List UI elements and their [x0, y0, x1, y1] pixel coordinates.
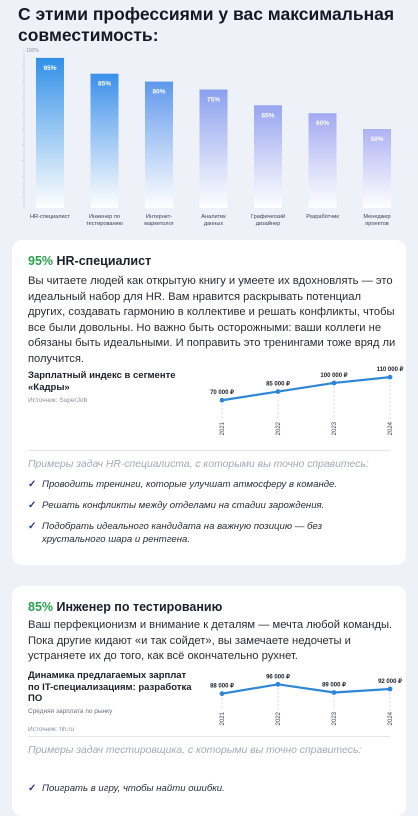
- data-label: 100 000 ₽: [320, 372, 348, 379]
- task-item: ✓ Поиграть в игру, чтобы найти ошибки.: [28, 783, 225, 794]
- y-tick-label: 100%: [26, 48, 39, 54]
- match-percent: 85%: [28, 600, 54, 614]
- data-point: [220, 398, 225, 403]
- x-tick-label: проектов: [365, 221, 389, 227]
- x-tick-label: 2023: [332, 422, 338, 436]
- check-icon: ✓: [28, 521, 37, 532]
- check-icon: ✓: [28, 500, 37, 511]
- x-tick-label: Аналитик: [201, 214, 226, 220]
- profession-name: HR-специалист: [53, 254, 152, 268]
- x-tick-label: 2021: [220, 422, 226, 436]
- card-description: Вы читаете людей как открытую книгу и умеете их вдохновлять — это идеальный набор для HR. Вам нравится раскрывать потенциал других, создавать гармонию в коллективе и решать конфликты, чтобы все были довольны. Но важно быть осторожными: ваши коллеги не обязаны быть идеальными. И поправить это тренингами тоже вряд ли получится.: [28, 275, 396, 365]
- task-item: ✓ Проводить тренинги, которые улучшат атмосферу в команде.: [28, 479, 338, 490]
- card-title: [28, 600, 222, 614]
- x-tick-label: 2022: [276, 422, 282, 436]
- bar-value-label: 75%: [206, 96, 221, 104]
- bar-value-label: 65%: [261, 112, 275, 120]
- x-tick-label: 2022: [276, 712, 282, 726]
- task-item: ✓ Решать конфликты между отделами на стадии зарождения.: [28, 500, 325, 511]
- data-point: [276, 389, 281, 394]
- x-tick-label: данных: [203, 221, 224, 227]
- x-tick-label: Графический: [250, 214, 286, 220]
- data-point: [332, 690, 337, 695]
- salary-line-chart: [188, 362, 404, 442]
- data-label: 110 000 ₽: [376, 367, 404, 374]
- x-tick-label: дизайнер: [255, 221, 281, 227]
- data-label: 88 000 ₽: [210, 683, 234, 690]
- bar-chart-svg: [0, 42, 418, 238]
- data-point: [332, 381, 337, 386]
- bar: [254, 105, 282, 208]
- salary-line: [222, 377, 390, 400]
- bar: [145, 82, 173, 208]
- bar: [91, 74, 119, 208]
- examples-heading: Примеры задач тестировщика, с которыми вы точно справитесь:: [28, 745, 362, 756]
- bar: [309, 113, 337, 208]
- match-percent: 95%: [28, 254, 54, 268]
- compatibility-bar-chart: [0, 42, 418, 238]
- card-title: [28, 254, 151, 268]
- x-tick-label: Менеджер: [363, 214, 391, 220]
- data-label: 96 000 ₽: [266, 674, 290, 681]
- data-label: 89 000 ₽: [322, 682, 346, 689]
- bar-value-label: 85%: [97, 80, 112, 88]
- x-tick-label: 2024: [388, 422, 394, 436]
- x-tick-label: 2024: [388, 712, 394, 726]
- bar-value-label: 60%: [315, 120, 330, 128]
- salary-line-chart: [188, 668, 402, 732]
- examples-heading: Примеры задач HR-специалиста, с которыми вы точно справитесь:: [28, 459, 369, 470]
- bar: [200, 90, 228, 209]
- salary-source: Источник: SuperJob: [28, 397, 88, 404]
- profession-name: Инженер по тестированию: [53, 600, 223, 614]
- x-tick-label: HR-специалист: [29, 214, 71, 220]
- divider: [28, 450, 390, 451]
- bar-value-label: 50%: [370, 136, 384, 143]
- x-tick-label: Инженер по: [89, 214, 120, 220]
- data-label: 70 000 ₽: [210, 390, 234, 397]
- x-tick-label: тестированию: [86, 221, 123, 227]
- card-description: Ваш перфекционизм и внимание к деталям — мечта любой команды. Пока другие кидают «и так сойдет», вы замечаете недочеты и устраняете их до того, как всё окончательно рухнет.: [28, 619, 393, 662]
- salary-subtitle: Средняя зарплата по рынку: [28, 708, 113, 715]
- page-headline: С этими профессиями у вас максимальная совместимость:: [18, 4, 395, 45]
- x-tick-label: 2021: [220, 712, 226, 726]
- data-point: [220, 691, 225, 696]
- salary-title: Зарплатный индекс в сегменте «Кадры»: [28, 370, 176, 393]
- data-label: 92 000 ₽: [378, 679, 402, 685]
- bar-value-label: 95%: [43, 64, 57, 72]
- x-tick-label: Разработчик: [306, 214, 339, 220]
- salary-title: Динамика предлагаемых зарплат по IT-специализациям: разработка ПО: [28, 670, 192, 704]
- check-icon: ✓: [28, 783, 37, 794]
- salary-line: [222, 684, 390, 693]
- data-point: [388, 687, 393, 692]
- bar-value-label: 80%: [152, 88, 166, 96]
- data-point: [276, 682, 281, 687]
- salary-source: Источник: hh.ru: [28, 726, 75, 733]
- x-tick-label: Интернет-: [145, 214, 173, 220]
- bar: [36, 58, 64, 208]
- data-point: [388, 375, 393, 380]
- data-label: 85 000 ₽: [266, 381, 290, 388]
- profession-card-hr: [12, 240, 406, 565]
- x-tick-label: маркетолог: [144, 221, 174, 227]
- divider: [28, 736, 390, 737]
- task-item: ✓ Подобрать идеального кандидата на важную позицию — без хрустального шара и рентгена.: [28, 521, 323, 545]
- x-tick-label: 2023: [332, 712, 338, 726]
- profession-card-qa: [12, 586, 406, 816]
- check-icon: ✓: [28, 479, 37, 490]
